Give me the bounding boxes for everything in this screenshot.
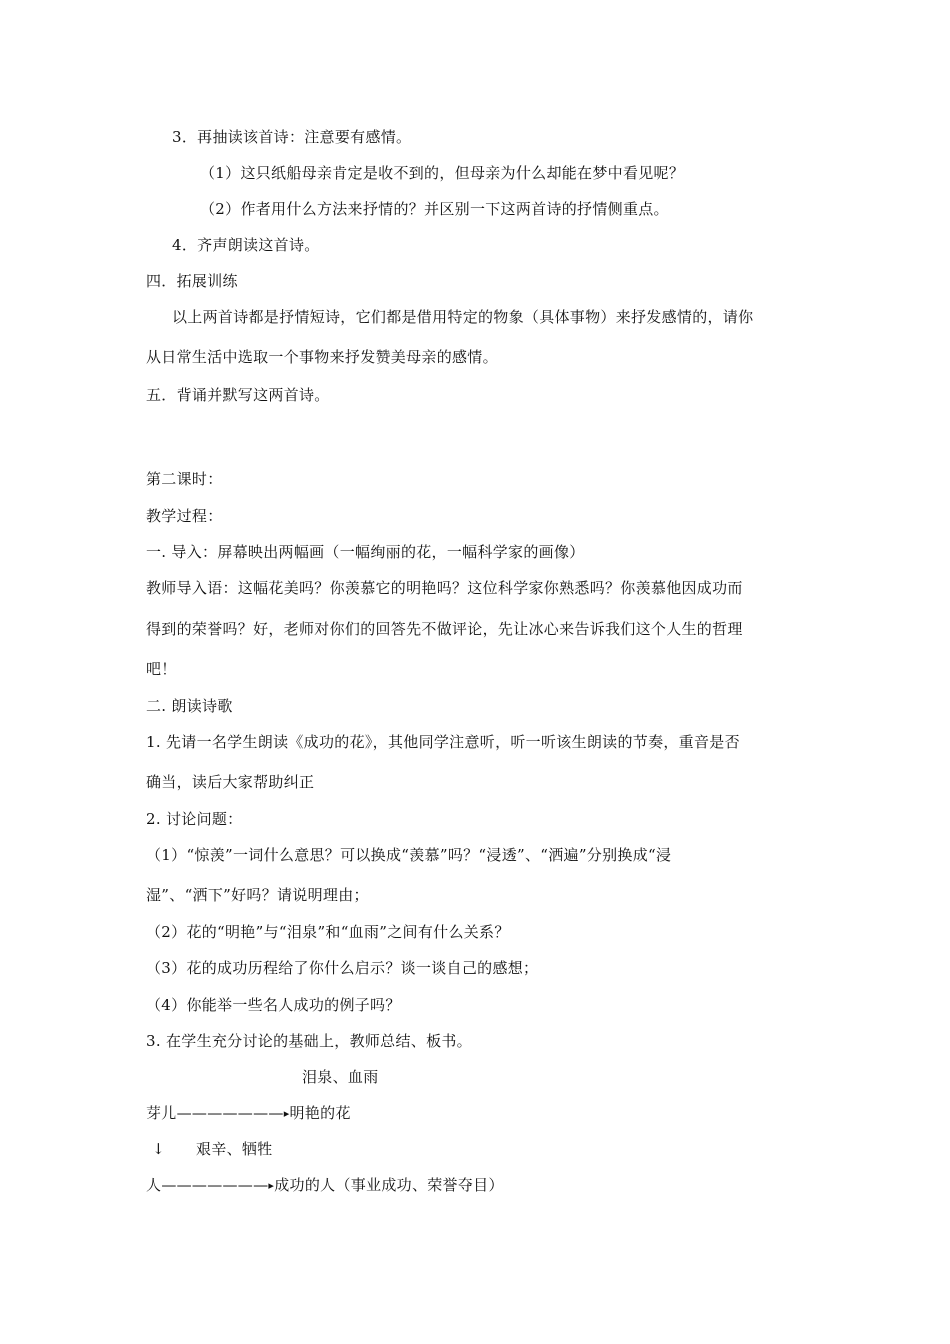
item-3-question-1: （1）这只纸船母亲肯定是收不到的，但母亲为什么却能在梦中看见呢？ [200,164,685,182]
section-4-paragraph-line-1: 以上两首诗都是抒情短诗，它们都是借用特定的物象（具体事物）来抒发感情的，请你 [172,308,754,326]
board-row-2-right: 成功的人（事业成功、荣誉夺目） [274,1176,504,1194]
teaching-process-label: 教学过程： [146,507,223,525]
reading-heading: 二. 朗读诗歌 [146,697,233,715]
question-4: （4）你能举一些名人成功的例子吗？ [146,996,401,1014]
intro-line-1: 教师导入语：这幅花美吗？你羡慕它的明艳吗？这位科学家你熟悉吗？你羡慕他因成功而 [146,579,743,597]
board-top-label: 泪泉、血雨 [302,1068,379,1086]
arrow-down-icon: ↓ [152,1140,165,1158]
item-3: 3．再抽读该首诗：注意要有感情。 [172,128,412,146]
section-4-heading: 四．拓展训练 [146,272,238,290]
board-row-2-line: ——————— [161,1176,269,1194]
lesson-2-title: 第二课时： [146,470,223,488]
intro-heading: 一. 导入：屏幕映出两幅画（一幅绚丽的花，一幅科学家的画像） [146,543,585,561]
board-row-2-left: 人 [146,1176,162,1194]
item-3-question-2: （2）作者用什么方法来抒情的？并区别一下这两首诗的抒情侧重点。 [200,200,669,218]
reading-item-1-line-2: 确当，读后大家帮助纠正 [146,773,315,791]
item-4: 4．齐声朗读这首诗。 [172,236,320,254]
question-1-line-1: （1）“惊羡”一词什么意思？可以换成“羡慕”吗？“浸透”、“洒遍”分别换成“浸 [146,846,672,864]
question-2: （2）花的“明艳”与“泪泉”和“血雨”之间有什么关系？ [146,923,510,941]
board-middle-label: 艰辛、牺牲 [196,1140,273,1158]
board-row-1-left: 芽儿 [146,1104,177,1122]
section-5-heading: 五．背诵并默写这两首诗。 [146,386,330,404]
reading-item-3: 3. 在学生充分讨论的基础上，教师总结、板书。 [146,1032,472,1050]
board-row-1-right: 明艳的花 [289,1104,351,1122]
question-1-line-2: 湿”、“洒下”好吗？请说明理由； [146,886,369,904]
question-3: （3）花的成功历程给了你什么启示？谈一谈自己的感想； [146,959,539,977]
arrow-right-icon: ▸ [268,1179,275,1192]
board-row-2 [146,1175,504,1196]
reading-item-2: 2. 讨论问题： [146,810,243,828]
intro-line-3: 吧！ [146,660,177,678]
board-row-1-line: ——————— [176,1104,284,1122]
section-4-paragraph-line-2: 从日常生活中选取一个事物来抒发赞美母亲的感情。 [146,348,498,366]
board-row-1 [146,1103,351,1124]
arrow-right-icon: ▸ [283,1107,290,1120]
intro-line-2: 得到的荣誉吗？好，老师对你们的回答先不做评论，先让冰心来告诉我们这个人生的哲理 [146,620,743,638]
reading-item-1-line-1: 1. 先请一名学生朗读《成功的花》，其他同学注意听，听一听该生朗读的节奏，重音是否 [146,733,740,751]
